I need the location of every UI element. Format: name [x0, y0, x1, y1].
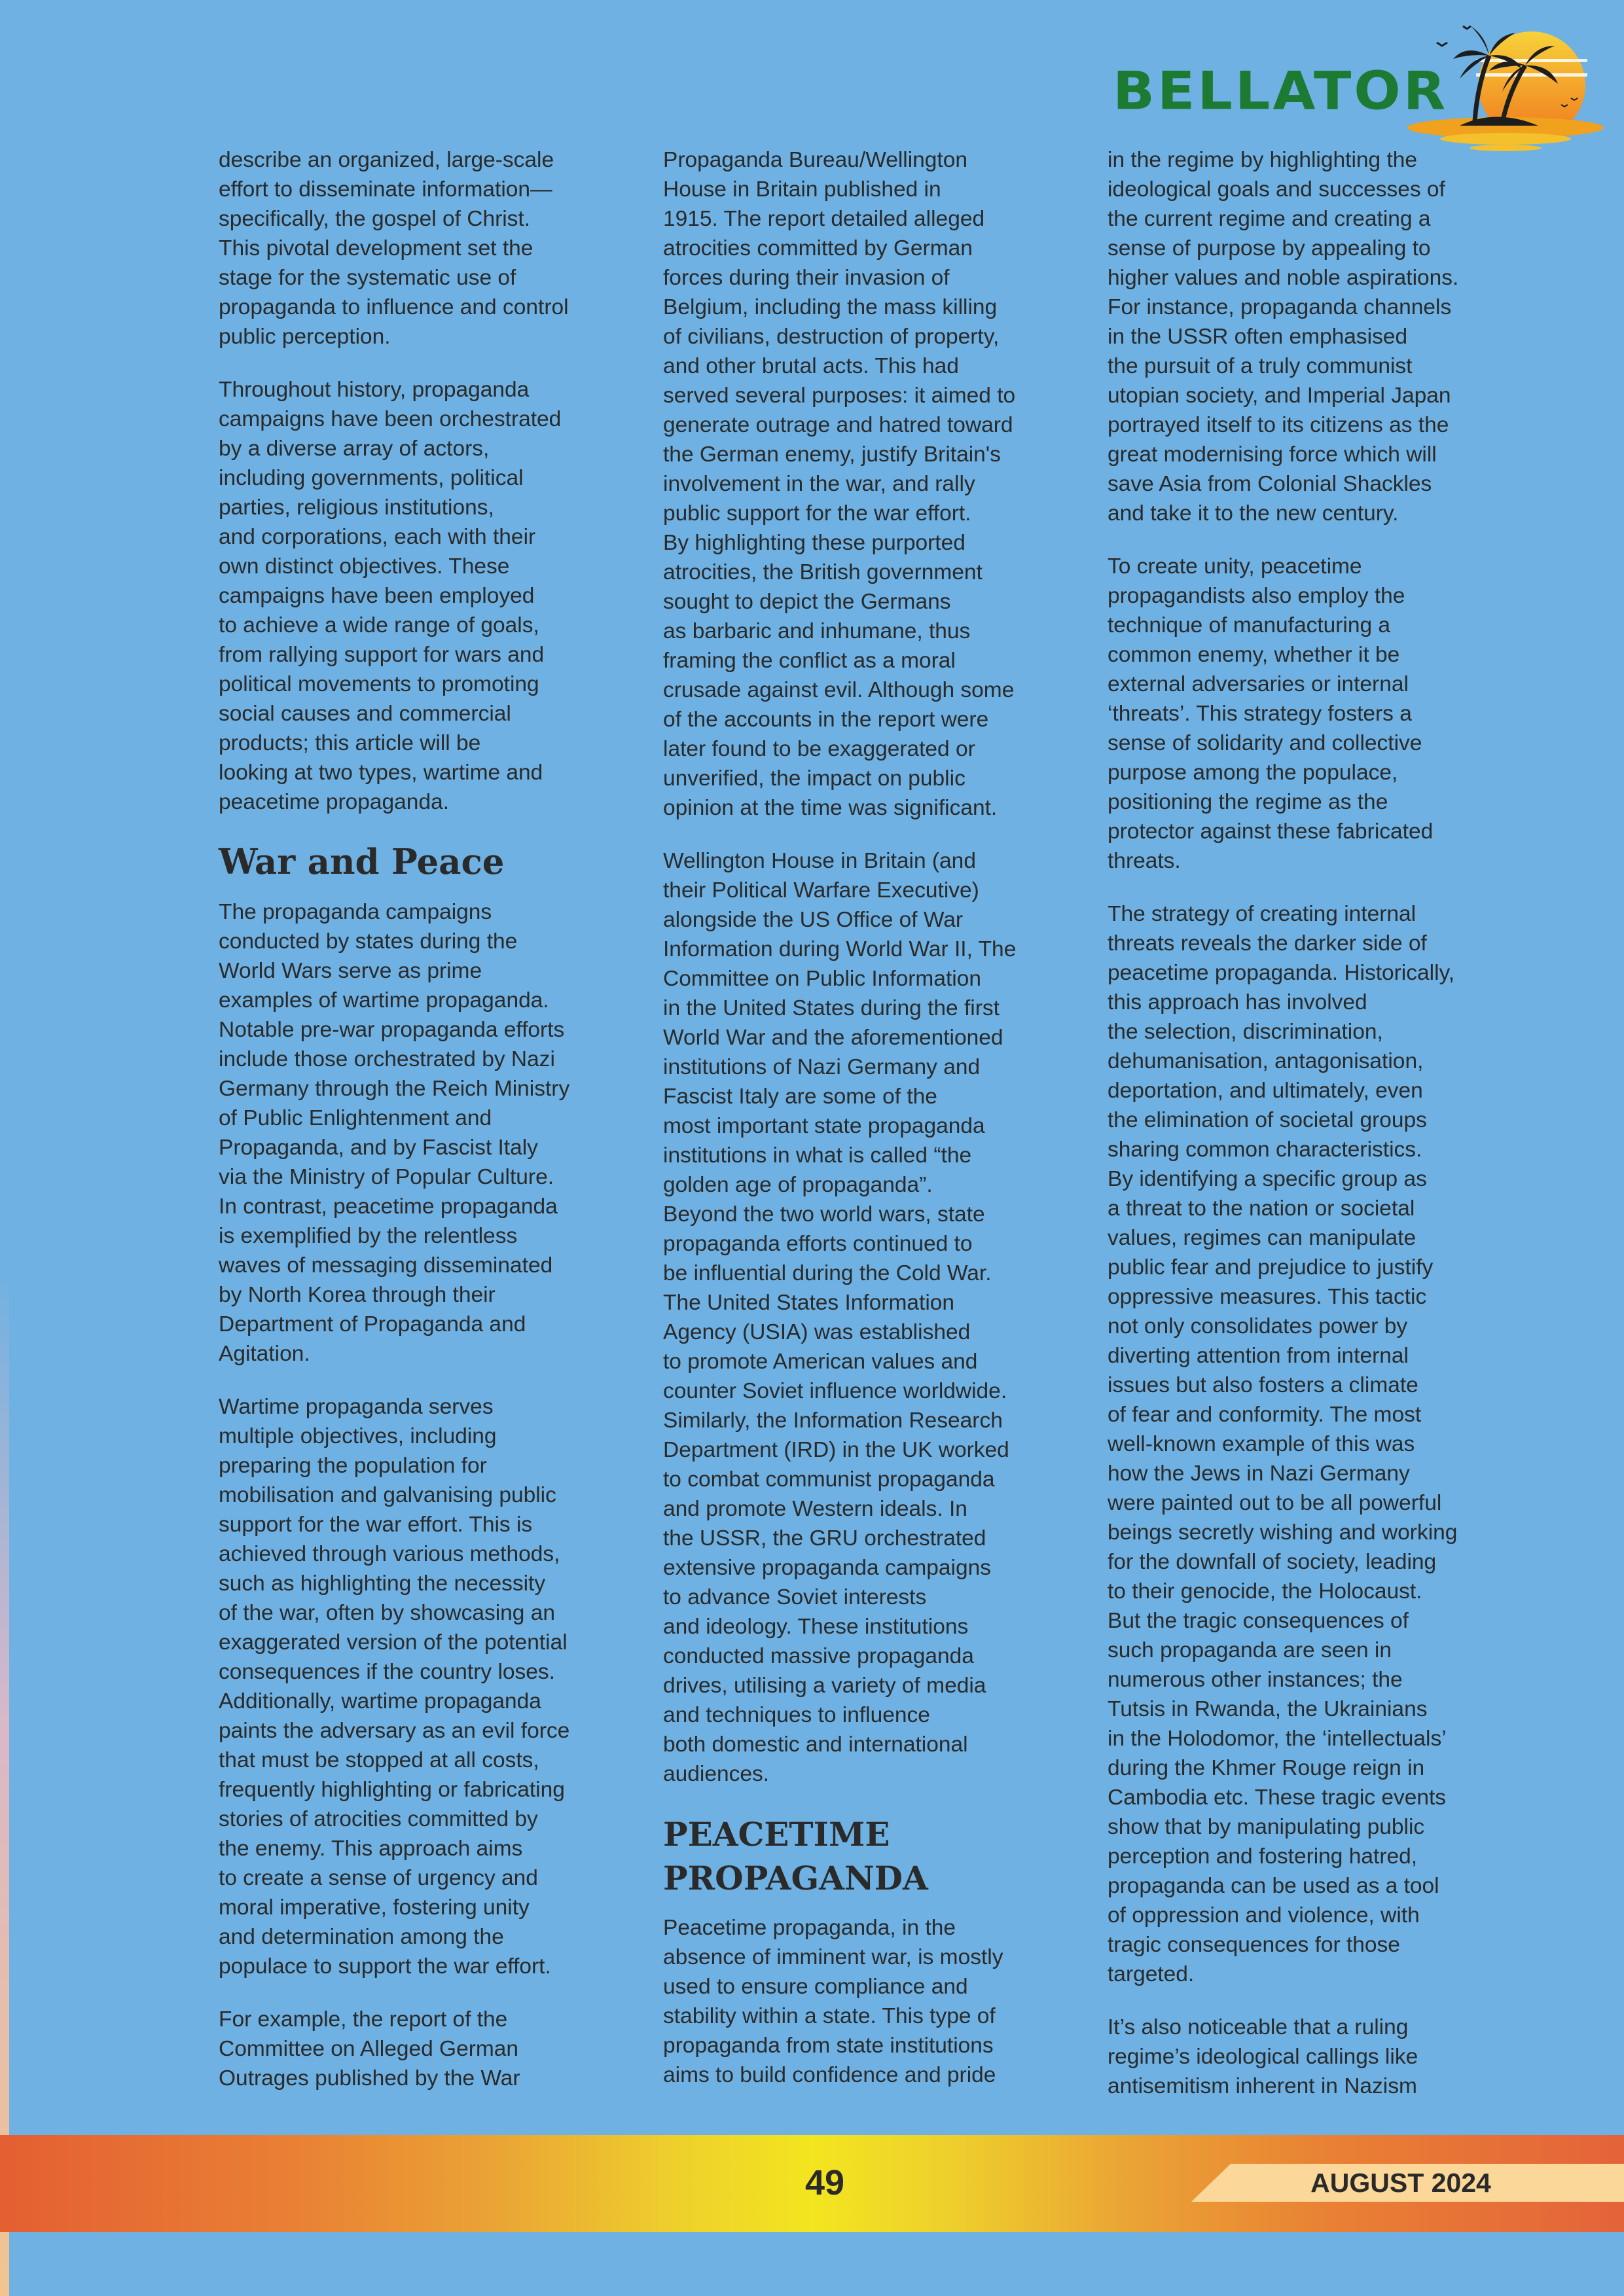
- article-column-1: [219, 145, 611, 2117]
- section-heading-peacetime-propaganda: PEACETIME PROPAGANDA: [663, 1815, 928, 1897]
- paragraph: To create unity, peacetime propagandists also employ the technique of manufacturing a common enemy, whether it be external adversaries or internal ‘threats’. This strategy fosters a sense of solidarity and collective purpose among the populace, positioning the regime as the protector against these fabricated threats.: [1108, 554, 1434, 873]
- masthead-title: BELLATOR: [1113, 60, 1449, 122]
- section-heading-war-and-peace: War and Peace: [219, 842, 505, 882]
- paragraph: The propaganda campaigns conducted by states during the World Wars serve as prime examples of wartime propaganda. Notable pre-war propaganda efforts include those orchestrated by Nazi Germany through the Reich Ministry of Public Enlightenment and Propaganda, and by Fascist Italy via the Ministry of Popular Culture. In contrast, peacetime propaganda is exemplified by the relentless waves of messaging disseminated by North Korea through their Department of Propaganda and Agitation.: [219, 900, 570, 1366]
- palm-island-sunset-icon: [1398, 13, 1610, 164]
- paragraph: The strategy of creating internal threats reveals the darker side of peacetime propaganda. Historically, this approach has involved the selection, discrimination, dehumanisation, antagonisation, deportation, and ultimately, even the elimination of societal groups sharing common characteristics. By identifying a specific group as a threat to the nation or societal values, regimes can manipulate public fear and prejudice to justify oppressive measures. This tactic not only consolidates power by diverting attention from internal issues but also fosters a climate of fear and conformity. The most well-known example of this was how the Jews in Nazi Germany were painted out to be all powerful beings secretly wishing and working for the downfall of society, leading to their genocide, the Holocaust. But the tragic consequences of such propaganda are seen in numerous other instances; the Tutsis in Rwanda, the Ukrainians in the Holodomor, the ‘intellectuals’ during the Khmer Rouge reign in Cambodia etc. These tragic events show that by manipulating public perception and fostering hatred, propaganda can be used as a tool of oppression and violence, with tragic consequences for those targeted.: [1108, 902, 1458, 1986]
- article-column-2: [663, 145, 1056, 2113]
- page-edge-strip: [0, 0, 9, 2296]
- article-column-3: [1108, 145, 1500, 2125]
- paragraph: Wartime propaganda serves multiple objectives, including preparing the population for mobilisation and galvanising public support for the war effort. This is achieved through various methods, such as highlighting the necessity of the war, often by showcasing an exaggerated version of the potential consequences if the country loses. Additionally, wartime propaganda paints the adversary as an evil force that must be stopped at all costs, frequently highlighting or fabricating stories of atrocities committed by the enemy. This approach aims to create a sense of urgency and moral imperative, fostering unity and determination among the populace to support the war effort.: [219, 1395, 570, 1979]
- masthead-logo: [1106, 13, 1610, 164]
- issue-date: AUGUST 2024: [1310, 2168, 1491, 2198]
- paragraph: It’s also noticeable that a ruling regime’s ideological callings like antisemitism inherent in Nazism: [1108, 2015, 1418, 2098]
- paragraph: Peacetime propaganda, in the absence of imminent war, is mostly used to ensure compliance and stability within a state. This type of propaganda from state institutions aims to build confidence and pride: [663, 1916, 1003, 2087]
- paragraph: Propaganda Bureau/Wellington House in Britain published in 1915. The report detailed alleged atrocities committed by German forces during their invasion of Belgium, including the mass killing of civilians, destruction of property, and other brutal acts. This had served several purposes: it aimed to generate outrage and hatred toward the German enemy, justify Britain's involvement in the war, and rally public support for the war effort. By highlighting these purported atrocities, the British government sought to depict the Germans as barbaric and inhumane, thus framing the conflict as a moral crusade against evil. Although some of the accounts in the report were later found to be exaggerated or unverified, the impact on public opinion at the time was significant.: [663, 148, 1016, 820]
- paragraph: describe an organized, large-scale effort to disseminate information— specifically, the gospel of Christ. This pivotal development set the stage for the systematic use of propaganda to influence and control public perception.: [219, 148, 569, 349]
- paragraph: Throughout history, propaganda campaigns have been orchestrated by a diverse array of actors, including governments, political parties, religious institutions, and corporations, each with their own distinct objectives. These campaigns have been employed to achieve a wide range of goals, from rallying support for wars and political movements to promoting social causes and commercial products; this article will be looking at two types, wartime and peacetime propaganda.: [219, 378, 562, 814]
- paragraph: in the regime by highlighting the ideological goals and successes of the current regime and creating a sense of purpose by appealing to higher values and noble aspirations. For instance, propaganda channels in the USSR often emphasised the pursuit of a truly communist utopian society, and Imperial Japan portrayed itself to its citizens as the great modernising force which will save Asia from Colonial Shackles and take it to the new century.: [1108, 148, 1459, 526]
- page-number: 49: [804, 2163, 845, 2202]
- paragraph: For example, the report of the Committee on Alleged German Outrages published by the War: [219, 2007, 520, 2090]
- paragraph: Wellington House in Britain (and their Political Warfare Executive) alongside the US Office of War Information during World War II, The Committee on Public Information in the United States during the first World War and the aforementioned institutions of Nazi Germany and Fascist Italy are some of the most important state propaganda institutions in what is called “the golden age of propaganda”. Beyond the two world wars, state propaganda efforts continued to be influential during the Cold War. The United States Information Agency (USIA) was established to promote American values and counter Soviet influence worldwide. Similarly, the Information Research Department (IRD) in the UK worked to combat communist propaganda and promote Western ideals. In the USSR, the GRU orchestrated extensive propaganda campaigns to advance Soviet interests and ideology. These institutions conducted massive propaganda drives, utilising a variety of media and techniques to influence both domestic and international audiences.: [663, 849, 1017, 1786]
